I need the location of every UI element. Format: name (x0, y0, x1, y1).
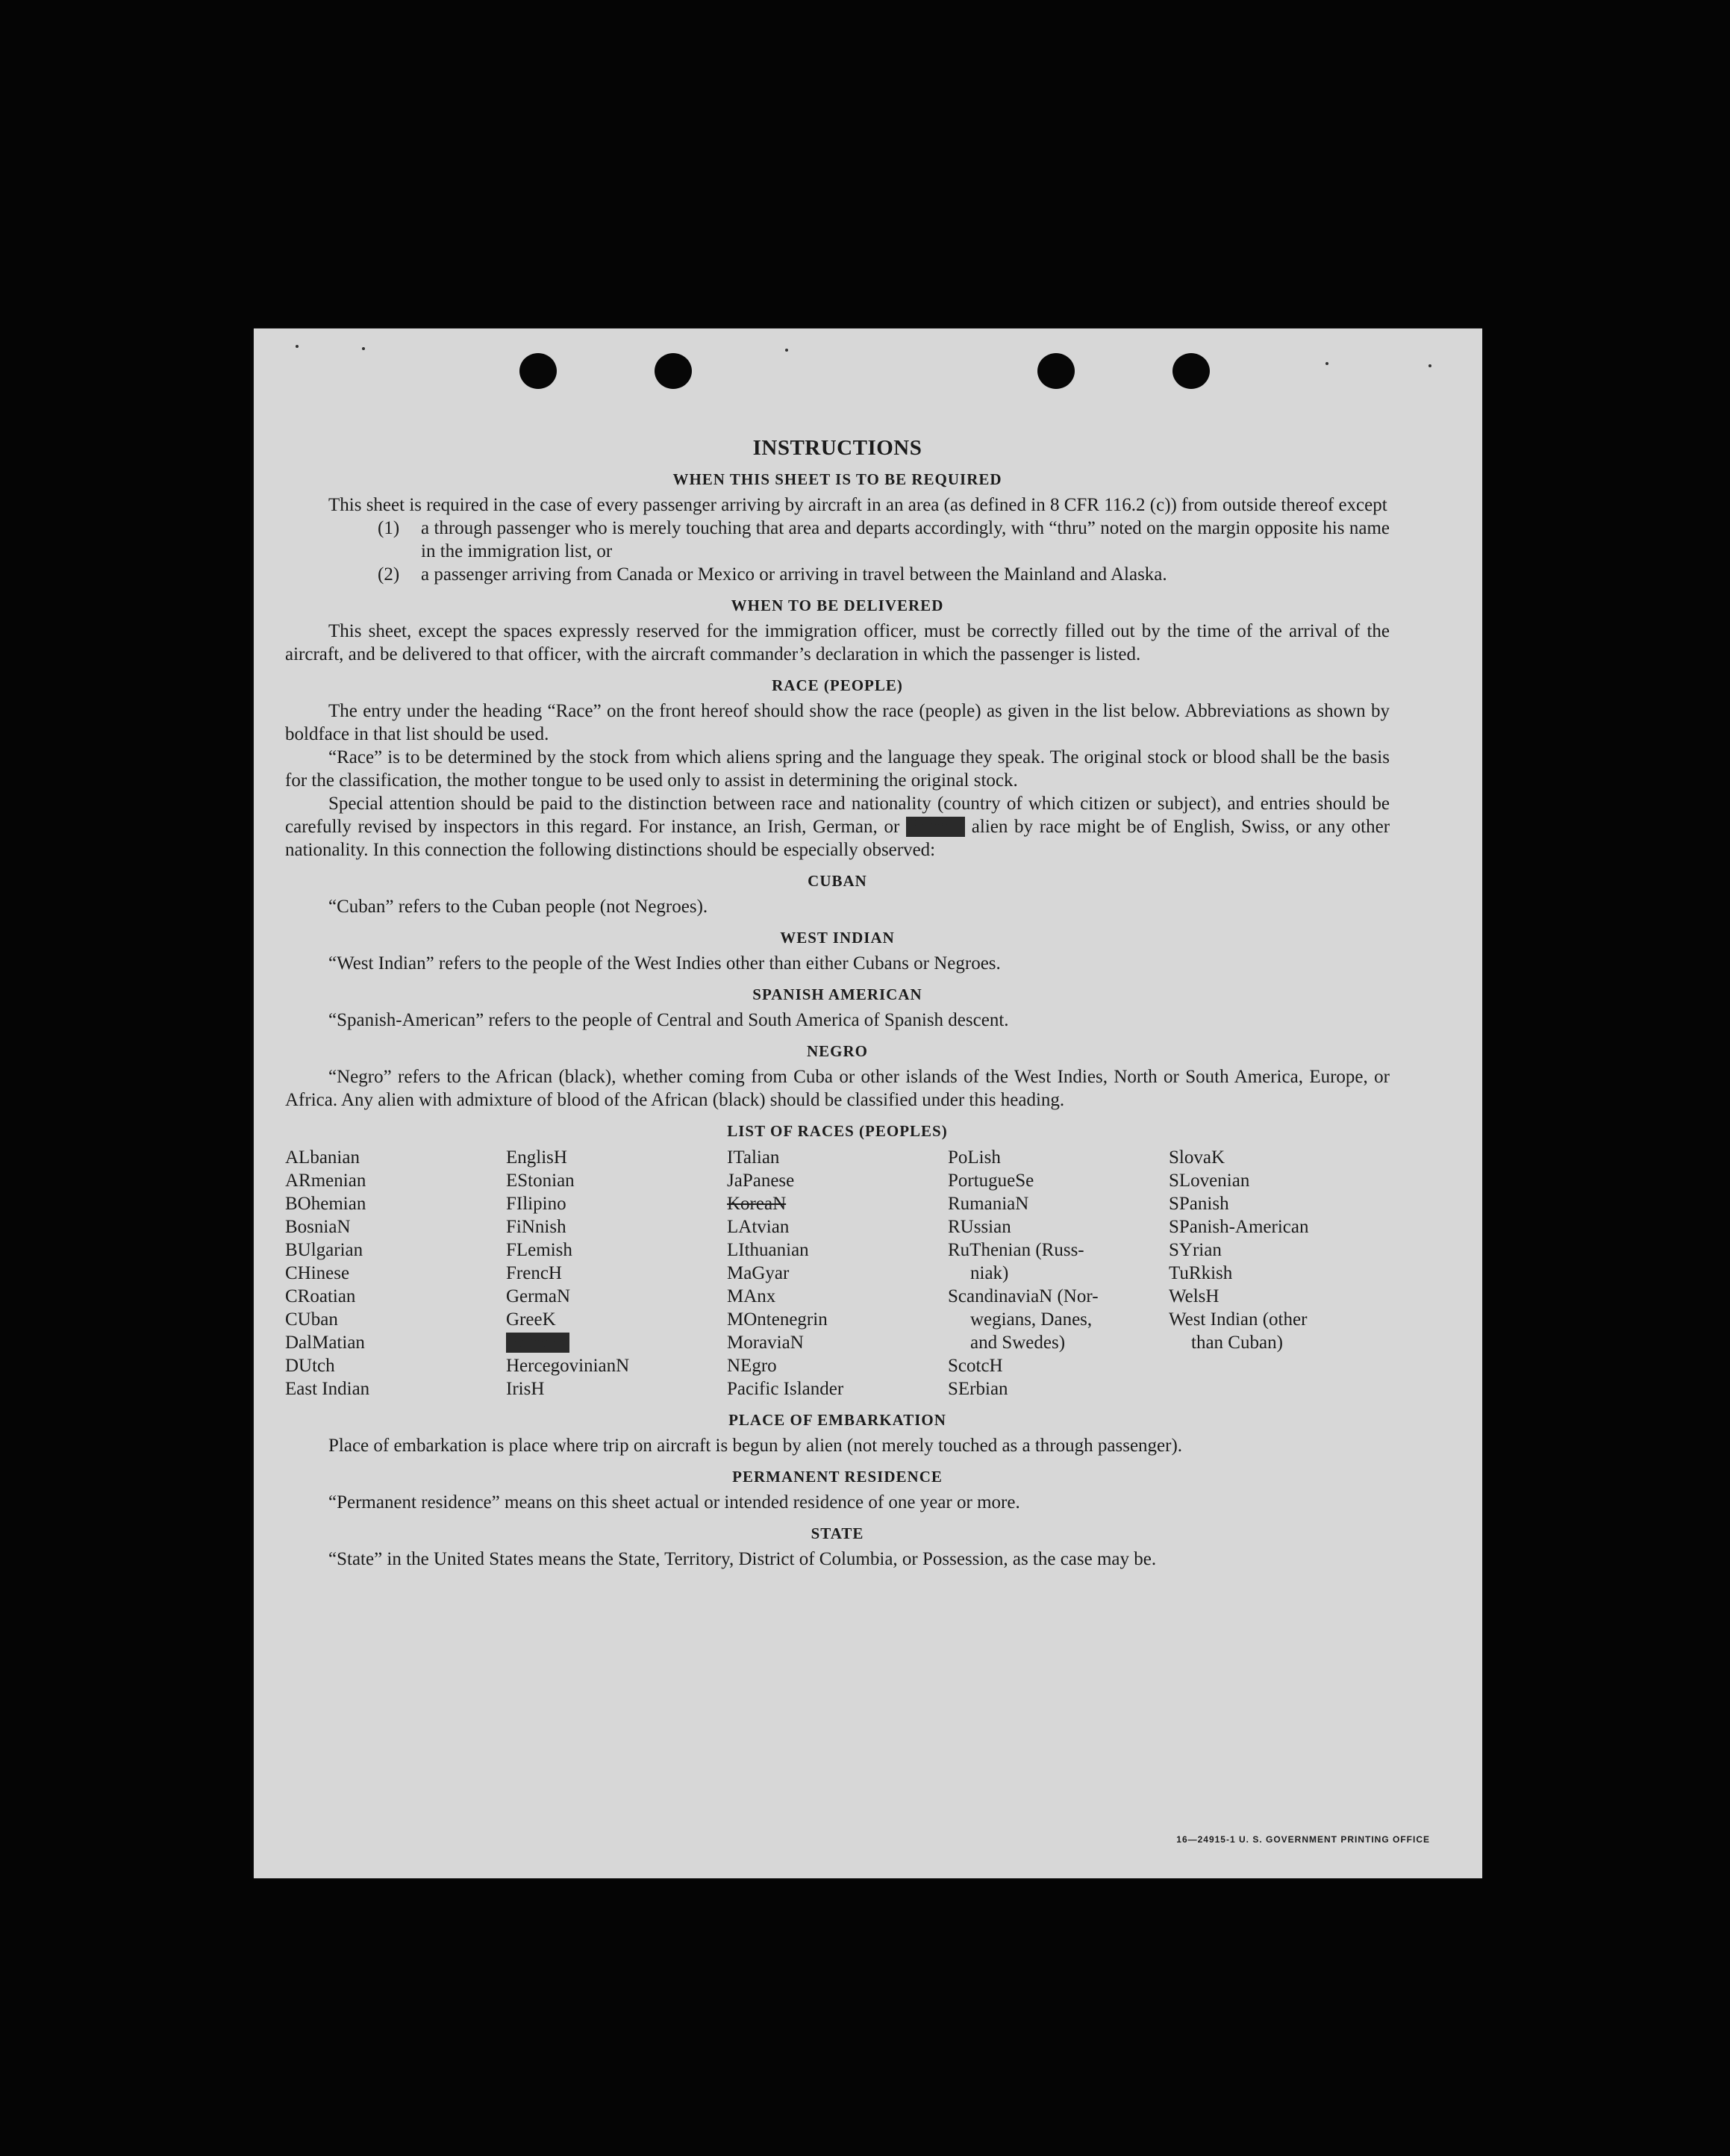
section-heading-delivered: WHEN TO BE DELIVERED (731, 596, 944, 614)
spanish-american-text: “Spanish-American” refers to the people of Central and South America of Spanish descent. (328, 1010, 1009, 1030)
race-entry: HercegovinianN (506, 1356, 630, 1376)
exception-text: a through passenger who is merely touching that area and departs accordingly, with “thru” noted on the margin opposite his name in the immigration list, or (421, 518, 1390, 561)
exception-text: a passenger arriving from Canada or Mexico or arriving in travel between the Mainland and Alaska. (421, 564, 1167, 585)
speck (362, 347, 365, 350)
race-entry-redacted: HebreW (506, 1333, 569, 1353)
section-heading-required: WHEN THIS SHEET IS TO BE REQUIRED (672, 470, 1002, 488)
races-column-2 (506, 1146, 727, 1401)
race-entry: PoLish (948, 1147, 1001, 1168)
delivered-text: This sheet, except the spaces expressly reserved for the immigration officer, must be correctly filled out by the time of the arrival of the aircraft, and be delivered to that officer, with the aircraft commander’s declaration in which the passenger is listed. (285, 621, 1390, 664)
race-entry: MoraviaN (727, 1333, 804, 1353)
required-intro: This sheet is required in the case of every passenger arriving by aircraft in an area (as defined in 8 CFR 116.2 (c)) from outside thereof except (328, 495, 1387, 515)
west-indian-text: “West Indian” refers to the people of the West Indies other than either Cubans or Negroes. (328, 953, 1001, 973)
races-column-5 (1169, 1146, 1390, 1401)
race-entry: FrencH (506, 1263, 562, 1283)
exception-number: (1) (378, 518, 400, 538)
race-entry: ScandinaviaN (Nor- (948, 1286, 1099, 1306)
race-paragraph-3 (285, 792, 1390, 862)
punch-hole (1172, 353, 1210, 389)
embarkation-text: Place of embarkation is place where trip on aircraft is begun by alien (not merely touched as a through passenger). (328, 1436, 1183, 1456)
form-sheet (254, 328, 1482, 1878)
section-heading-races-list: LIST OF RACES (PEOPLES) (727, 1122, 948, 1140)
section-heading-embarkation: PLACE OF EMBARKATION (728, 1411, 946, 1429)
punch-hole (1037, 353, 1075, 389)
negro-text: “Negro” refers to the African (black), whether coming from Cuba or other islands of the West Indies, North or South America, Europe, or Africa. Any alien with admixture of blood of the African (black) should be classified under this heading. (285, 1067, 1390, 1110)
races-column-1 (285, 1146, 506, 1401)
race-entry: ITalian (727, 1147, 780, 1168)
race-entry: East Indian (285, 1379, 370, 1399)
race-entry: SPanish (1169, 1194, 1229, 1214)
race-entry: MOntenegrin (727, 1309, 828, 1330)
race-entry: FLemish (506, 1240, 572, 1260)
section-heading-negro: NEGRO (806, 1042, 868, 1060)
race-entry: RumaniaN (948, 1194, 1029, 1214)
race-entry: West Indian (other (1169, 1309, 1308, 1330)
race-entry: GermaN (506, 1286, 571, 1306)
race-entry: WelsH (1169, 1286, 1220, 1306)
race-entry: MaGyar (727, 1263, 790, 1283)
race-entry: BosniaN (285, 1217, 351, 1237)
race-entry: EStonian (506, 1171, 575, 1191)
speck (785, 349, 788, 352)
race-paragraph-2: “Race” is to be determined by the stock from which aliens spring and the language they speak. The original stock or blood shall be the basis for the classification, the mother tongue to be used only to assist in determining the original stock. (285, 747, 1390, 791)
race-entry: DalMatian (285, 1333, 365, 1353)
race-entry: SlovaK (1169, 1147, 1225, 1168)
race-entry-continued: wegians, Danes, (970, 1309, 1093, 1330)
race-entry: KoreaN (727, 1194, 787, 1214)
race-entry: Pacific Islander (727, 1379, 844, 1399)
speck (1428, 364, 1431, 367)
race-entry: LAtvian (727, 1217, 790, 1237)
race-entry: ALbanian (285, 1147, 360, 1168)
race-entry: SErbian (948, 1379, 1008, 1399)
race-entry: RUssian (948, 1217, 1011, 1237)
state-text: “State” in the United States means the State, Territory, District of Columbia, or Possession, as the case may be. (328, 1549, 1157, 1569)
redacted-word: Hebrew (905, 817, 966, 837)
race-entry: PortugueSe (948, 1171, 1034, 1191)
section-heading-cuban: CUBAN (808, 872, 867, 890)
race-entry: SPanish-American (1169, 1217, 1309, 1237)
race-paragraph-1: The entry under the heading “Race” on the front hereof should show the race (people) as given in the list below. Abbreviations as shown by boldface in that list should be used. (285, 701, 1390, 744)
exception-item-1 (378, 517, 1390, 563)
race-entry: CRoatian (285, 1286, 356, 1306)
race-entry: CUban (285, 1309, 338, 1330)
race-entry: MAnx (727, 1286, 776, 1306)
section-heading-spanish-american: SPANISH AMERICAN (752, 985, 922, 1003)
printer-mark: 16—24915-1 U. S. GOVERNMENT PRINTING OFFICE (1176, 1834, 1430, 1845)
section-heading-race: RACE (PEOPLE) (772, 676, 903, 694)
races-column-3 (727, 1146, 948, 1401)
instructions-content (285, 437, 1390, 1571)
cuban-text: “Cuban” refers to the Cuban people (not Negroes). (328, 897, 708, 917)
race-paragraph-3-end: alien by race might be of English, Swiss, or any other nationality. In this connection the following distinctions should be especially observed: (285, 817, 1390, 860)
race-entry: CHinese (285, 1263, 350, 1283)
race-entry: FIlipino (506, 1194, 566, 1214)
race-entry: SYrian (1169, 1240, 1222, 1260)
race-paragraph-3-start: Special attention should be paid to the distinction between race and nationality (country of which citizen or subject), and entries should be carefully revised by inspectors in this regard. For instance, an Irish, German, or (285, 794, 1390, 837)
race-entry: LIthuanian (727, 1240, 809, 1260)
race-entry: GreeK (506, 1309, 556, 1330)
race-entry: JaPanese (727, 1171, 795, 1191)
race-entry: BOhemian (285, 1194, 366, 1214)
races-list (285, 1146, 1390, 1401)
race-entry: NEgro (727, 1356, 777, 1376)
race-entry-continued: and Swedes) (970, 1333, 1066, 1353)
race-entry: IrisH (506, 1379, 545, 1399)
race-entry: EnglisH (506, 1147, 567, 1168)
section-heading-state: STATE (811, 1524, 864, 1542)
race-entry: ScotcH (948, 1356, 1003, 1376)
race-entry: TuRkish (1169, 1263, 1233, 1283)
race-entry-continued: niak) (970, 1263, 1009, 1283)
speck (296, 345, 299, 348)
race-entry: RuThenian (Russ- (948, 1240, 1084, 1260)
exception-item-2 (378, 563, 1390, 586)
race-entry-continued: than Cuban) (1191, 1333, 1283, 1353)
punch-hole (655, 353, 692, 389)
race-entry: ARmenian (285, 1171, 366, 1191)
section-heading-residence: PERMANENT RESIDENCE (732, 1468, 943, 1486)
race-entry: BUlgarian (285, 1240, 363, 1260)
speck (1325, 362, 1328, 365)
race-entry: DUtch (285, 1356, 335, 1376)
race-entry: SLovenian (1169, 1171, 1250, 1191)
residence-text: “Permanent residence” means on this sheet actual or intended residence of one year or more. (328, 1492, 1020, 1512)
punch-hole (519, 353, 557, 389)
exception-number: (2) (378, 564, 400, 585)
page-title: INSTRUCTIONS (752, 436, 922, 460)
section-heading-west-indian: WEST INDIAN (780, 929, 895, 947)
race-entry: FiNnish (506, 1217, 566, 1237)
races-column-4 (948, 1146, 1169, 1401)
